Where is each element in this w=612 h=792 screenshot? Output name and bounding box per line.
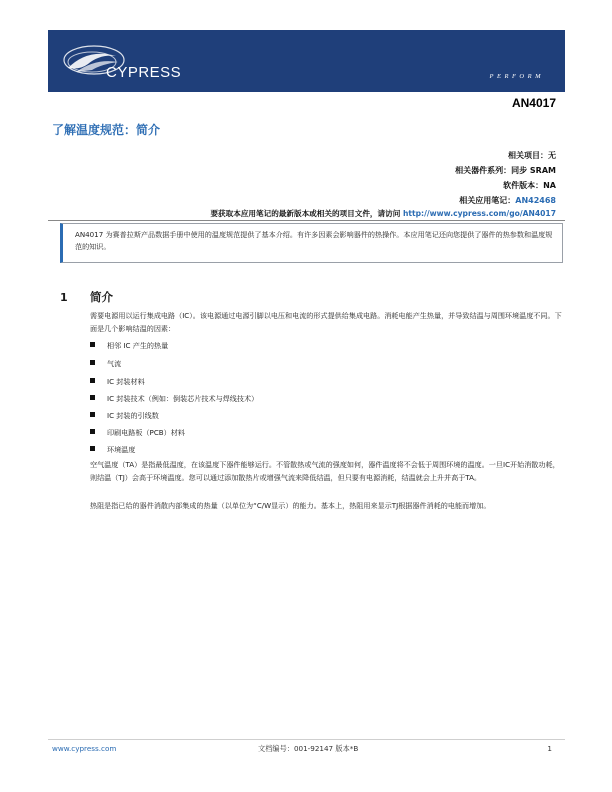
bullet-icon	[90, 378, 95, 383]
ambient-temperature-paragraph: 空气温度（TA）是指最低温度，在该温度下器件能够运行。不管散热或气流的强度如何，器件温度将不会低于周围环境的温度。一旦IC开始消散功耗，则结温（TJ）会高于环境温度。您可以通过添加散热片或增强气流来降低结温，但只要有电源消耗，结温就会上升并高于TA。	[90, 460, 560, 482]
list-item: 气流	[90, 359, 121, 369]
bullet-icon	[90, 429, 95, 434]
list-item: IC 封装材料	[90, 377, 145, 387]
tagline: PERFORM	[489, 73, 544, 80]
meta-device-family: 相关器件系列：同步 SRAM	[455, 166, 556, 175]
list-item: 印刷电路板（PCB）材料	[90, 428, 185, 438]
list-item: 相邻 IC 产生的热量	[90, 341, 168, 351]
list-item: IC 封装技术（例如：倒装芯片技术与焊线技术）	[90, 394, 258, 404]
list-item: 环境温度	[90, 445, 135, 455]
footer-divider	[48, 739, 565, 740]
meta-related-projects: 相关项目：无	[508, 151, 556, 160]
meta-latest-version-label: 要获取本应用笔记的最新版本或相关的项目文件，请访问	[210, 209, 403, 218]
thermal-resistance-paragraph: 热阻是指已给的器件消散内部集成的热量（以单位为“C/W显示）的能力。基本上，热阻用来显示TJ根据器件消耗的电能而增加。	[90, 501, 491, 510]
bullet-icon	[90, 342, 95, 347]
meta-software-version: 软件版本：NA	[503, 181, 556, 190]
logo-text: CYPRESS	[106, 64, 182, 81]
meta-related-appnotes	[459, 195, 556, 206]
abstract-text: AN4017 为赛普拉斯产品数据手册中使用的温度规范提供了基本介绍。有许多因素会影响器件的热操作。本应用笔记还向您提供了器件的热参数和温度规范的知识。	[75, 230, 553, 251]
page-number: 1	[547, 744, 552, 753]
intro-paragraph: 需要电源用以运行集成电路（IC）。该电源通过电源引脚以电压和电流的形式提供给集成电路。消耗电能产生热量，并导致结温与周围环境温度不同。下面是几个影响结温的因素：	[90, 311, 562, 333]
bullet-icon	[90, 412, 95, 417]
appnote-link[interactable]: AN42468	[515, 196, 556, 205]
bullet-icon	[90, 395, 95, 400]
meta-latest-version	[210, 208, 556, 219]
appnote-url-link[interactable]: http://www.cypress.com/go/AN4017	[402, 209, 556, 218]
doc-title: 了解温度规范：简介	[52, 123, 161, 137]
bullet-icon	[90, 446, 95, 451]
header-divider	[48, 220, 565, 221]
footer-doc-id: 文档编号：001-92147 版本*B	[258, 744, 359, 753]
footer-url-link[interactable]: www.cypress.com	[52, 744, 117, 753]
meta-related-appnotes-label: 相关应用笔记：	[459, 196, 516, 205]
doc-number: AN4017	[511, 96, 556, 110]
section-title: 简介	[90, 290, 113, 304]
section-number: 1	[60, 291, 68, 304]
bullet-icon	[90, 360, 95, 365]
list-item: IC 封装的引线数	[90, 411, 159, 421]
